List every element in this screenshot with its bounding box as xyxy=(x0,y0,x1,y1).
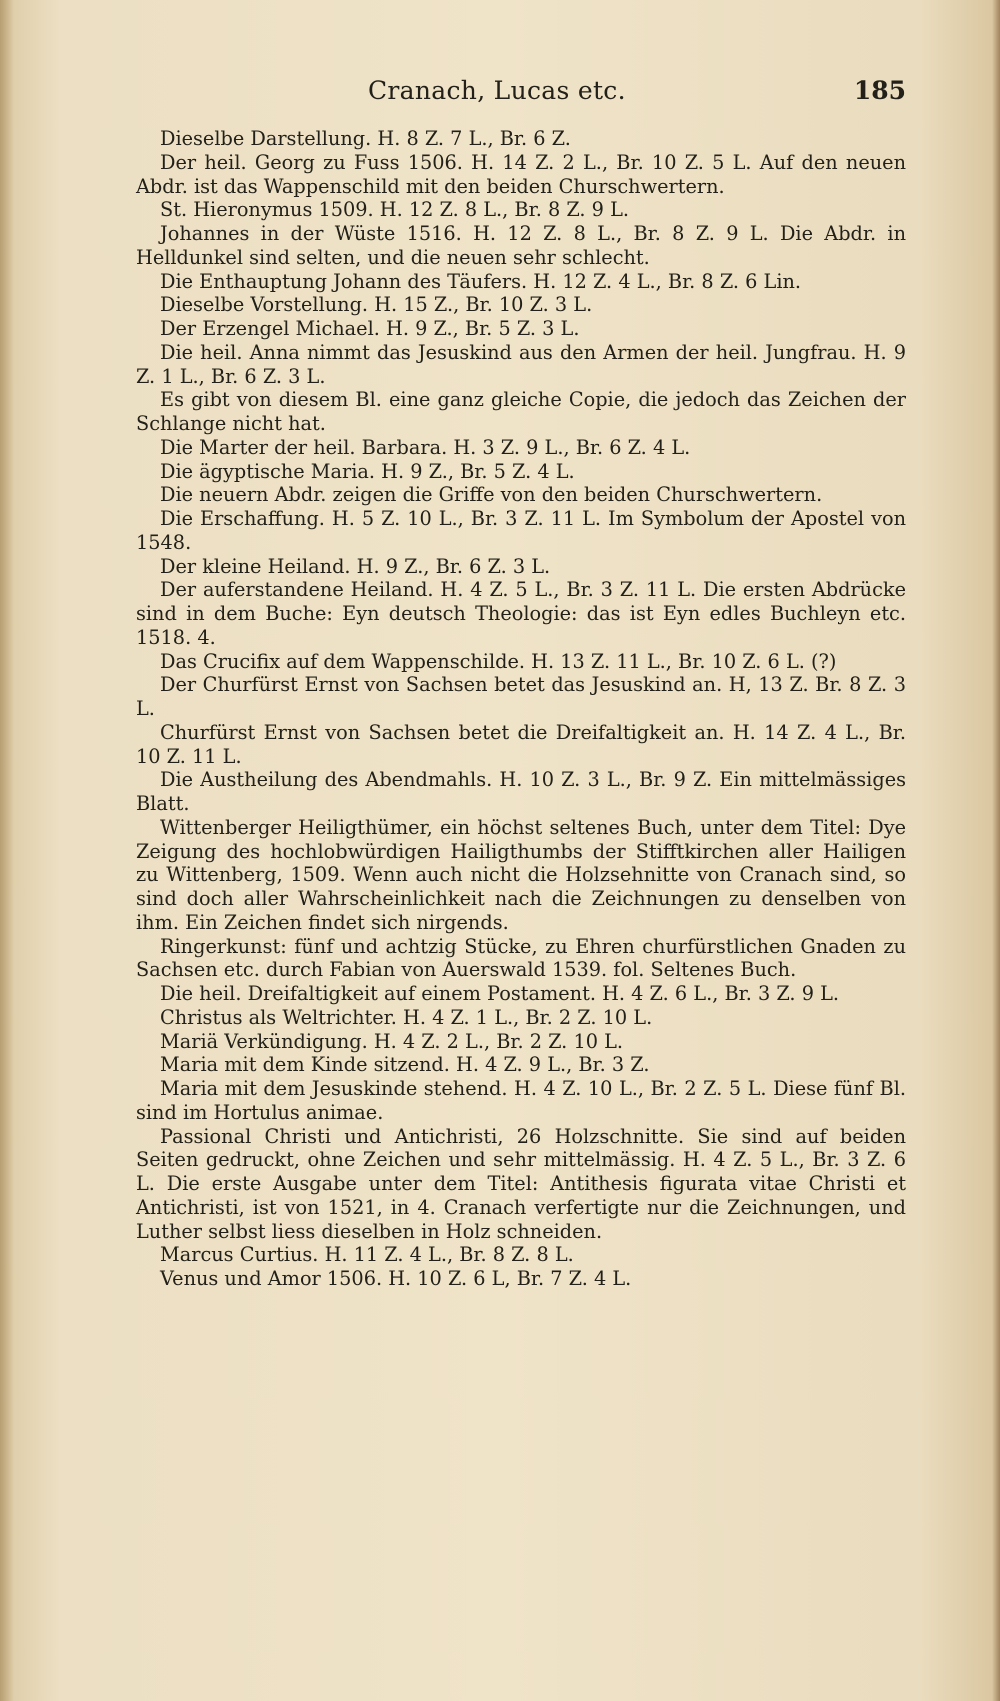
entry-paragraph: St. Hieronymus 1509. H. 12 Z. 8 L., Br. 8 Z. 9 L. xyxy=(160,198,630,222)
entry-paragraph: Passional Christi und Antichristi, 26 Holzschnitte. Sie sind auf beiden Seiten gedruckt, ohne Zeichen und sehr mittelmässig. H. 4 Z. 5 L., Br. 3 Z. 6 L. Die erste Ausgabe unter dem Titel: Antithesis figurata vitae Christi et Antichristi, ist von 1521, in 4. Cranach verfertigte nur die Zeichnungen, und Luther selbst liess dieselben in Holz schneiden. xyxy=(136,1124,906,1243)
entry-paragraph: Mariä Verkündigung. H. 4 Z. 2 L., Br. 2 Z. 10 L. xyxy=(160,1029,624,1053)
entry-paragraph: Maria mit dem Jesuskinde stehend. H. 4 Z. 10 L., Br. 2 Z. 5 L. Diese fünf Bl. sind im Hortulus animae. xyxy=(136,1077,906,1124)
entry-paragraph: Das Crucifix auf dem Wappenschilde. H. 13 Z. 11 L., Br. 10 Z. 6 L. (?) xyxy=(160,649,837,673)
entry-paragraph: Churfürst Ernst von Sachsen betet die Dreifaltigkeit an. H. 14 Z. 4 L., Br. 10 Z. 11 L. xyxy=(136,720,906,768)
entry-paragraph: Der kleine Heiland. H. 9 Z., Br. 6 Z. 3 L. xyxy=(160,554,551,578)
page-number: 185 xyxy=(853,76,906,105)
entry-paragraph: Der Churfürst Ernst von Sachsen betet das Jesuskind an. H, 13 Z. Br. 8 Z. 3 L. xyxy=(136,673,906,720)
entry-paragraph: Die Erschaffung. H. 5 Z. 10 L., Br. 3 Z. 11 L. Im Symbolum der Apostel von 1548. xyxy=(136,507,906,554)
entry-paragraph: Ringerkunst: fünf und achtzig Stücke, zu Ehren churfürstlichen Gnaden zu Sachsen etc. durch Fabian von Auerswald 1539. fol. Seltenes Buch. xyxy=(136,934,906,982)
entry-paragraph: Die heil. Anna nimmt das Jesuskind aus den Armen der heil. Jungfrau. H. 9 Z. 1 L., Br. 6 Z. 3 L. xyxy=(136,340,906,388)
entry-paragraph: Johannes in der Wüste 1516. H. 12 Z. 8 L., Br. 8 Z. 9 L. Die Abdr. in Helldunkel sind selten, und die neuen sehr schlecht. xyxy=(136,222,906,269)
entry-paragraph: Die heil. Dreifaltigkeit auf einem Postament. H. 4 Z. 6 L., Br. 3 Z. 9 L. xyxy=(160,982,840,1005)
running-title: Cranach, Lucas etc. xyxy=(368,76,626,105)
entry-paragraph: Marcus Curtius. H. 11 Z. 4 L., Br. 8 Z. 8 L. xyxy=(160,1243,574,1267)
running-header xyxy=(134,76,906,116)
entry-paragraph: Wittenberger Heiligthümer, ein höchst seltenes Buch, unter dem Titel: Dye Zeigung des hochlobwürdigen Hailigthumbs der Stifftkirchen aller Hailigen zu Wittenberg, 1509. Wenn auch nicht die Holzsehnitte von Cranach sind, so sind doch aller Wahrscheinlichkeit nach die Zeichnungen zu denselben von ihm. Ein Zeichen findet sich nirgends. xyxy=(136,815,906,934)
entry-paragraph: Der Erzengel Michael. H. 9 Z., Br. 5 Z. 3 L. xyxy=(160,317,580,340)
entry-paragraph: Dieselbe Vorstellung. H. 15 Z., Br. 10 Z. 3 L. xyxy=(160,293,593,317)
page-binding-shadow xyxy=(0,0,14,1701)
entry-paragraph: Christus als Weltrichter. H. 4 Z. 1 L., Br. 2 Z. 10 L. xyxy=(160,1005,653,1029)
entry-paragraph: Maria mit dem Kinde sitzend. H. 4 Z. 9 L., Br. 3 Z. xyxy=(160,1053,650,1077)
entry-paragraph: Der heil. Georg zu Fuss 1506. H. 14 Z. 2 L., Br. 10 Z. 5 L. Auf den neuen Abdr. ist das Wappenschild mit den beiden Churschwertern. xyxy=(136,150,906,198)
entry-paragraph: Der auferstandene Heiland. H. 4 Z. 5 L., Br. 3 Z. 11 L. Die ersten Abdrücke sind in dem Buche: Eyn deutsch Theologie: das ist Eyn edles Buchleyn etc. 1518. 4. xyxy=(136,578,906,649)
entry-paragraph: Die Austheilung des Abendmahls. H. 10 Z. 3 L., Br. 9 Z. Ein mittelmässiges Blatt. xyxy=(136,768,906,815)
entry-paragraph: Die ägyptische Maria. H. 9 Z., Br. 5 Z. 4 L. xyxy=(160,459,575,483)
entry-paragraph: Die neuern Abdr. zeigen die Griffe von den beiden Churschwertern. xyxy=(160,483,823,507)
entry-paragraph: Venus und Amor 1506. H. 10 Z. 6 L, Br. 7 Z. 4 L. xyxy=(160,1267,632,1290)
entry-paragraph: Die Marter der heil. Barbara. H. 3 Z. 9 L., Br. 6 Z. 4 L. xyxy=(160,435,691,459)
page-body xyxy=(136,127,906,1291)
page-edge-shadow xyxy=(992,0,1000,1701)
entry-paragraph: Dieselbe Darstellung. H. 8 Z. 7 L., Br. 6 Z. xyxy=(160,127,571,150)
entry-paragraph: Es gibt von diesem Bl. eine ganz gleiche Copie, die jedoch das Zeichen der Schlange nicht hat. xyxy=(136,388,906,435)
entry-paragraph: Die Enthauptung Johann des Täufers. H. 12 Z. 4 L., Br. 8 Z. 6 Lin. xyxy=(160,269,802,293)
